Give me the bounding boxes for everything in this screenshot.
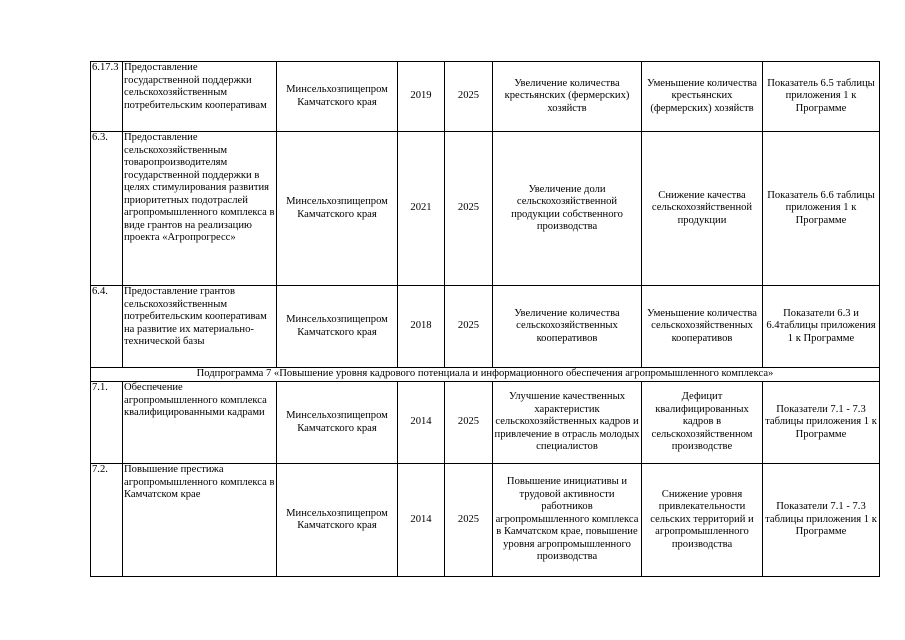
start-year: 2019: [398, 62, 445, 132]
table-row: [91, 132, 880, 286]
table-row: [91, 62, 880, 132]
start-year: 2014: [398, 382, 445, 464]
executor: Минсельхозпищепром Камчатского края: [277, 382, 398, 464]
table-row: [91, 286, 880, 368]
measure-name: Повышение престижа агропромышленного комплекса в Камчатском крае: [123, 464, 277, 577]
measure-number: 6.3.: [91, 132, 123, 286]
executor: Минсельхозпищепром Камчатского края: [277, 286, 398, 368]
subprogram-title: Подпрограмма 7 «Повышение уровня кадрового потенциала и информационного обеспечения агропромышленного комплекса»: [91, 368, 880, 382]
non-implementation-consequence: Снижение уровня привлекательности сельских территорий и агропромышленного производства: [642, 464, 763, 577]
table-row: [91, 464, 880, 577]
measure-number: 6.4.: [91, 286, 123, 368]
end-year: 2025: [445, 464, 493, 577]
executor: Минсельхозпищепром Камчатского края: [277, 464, 398, 577]
measure-number: 7.1.: [91, 382, 123, 464]
start-year: 2018: [398, 286, 445, 368]
table-row: [91, 382, 880, 464]
expected-result: Увеличение количества сельскохозяйственных кооперативов: [493, 286, 642, 368]
end-year: 2025: [445, 286, 493, 368]
related-indicator: Показатели 7.1 - 7.3 таблицы приложения 1 к Программе: [763, 464, 880, 577]
non-implementation-consequence: Уменьшение количества сельскохозяйственных кооперативов: [642, 286, 763, 368]
measure-name: Обеспечение агропромышленного комплекса квалифицированными кадрами: [123, 382, 277, 464]
end-year: 2025: [445, 62, 493, 132]
expected-result: Улучшение качественных характеристик сельскохозяйственных кадров и привлечение в отрасль молодых специалистов: [493, 382, 642, 464]
subprogram-header-row: [91, 368, 880, 382]
expected-result: Увеличение доли сельскохозяйственной продукции собственного производства: [493, 132, 642, 286]
measure-name: Предоставление грантов сельскохозяйственным потребительским кооперативам на развитие их материально-технической базы: [123, 286, 277, 368]
non-implementation-consequence: Снижение качества сельскохозяйственной продукции: [642, 132, 763, 286]
measure-number: 6.17.3: [91, 62, 123, 132]
end-year: 2025: [445, 382, 493, 464]
related-indicator: Показатель 6.5 таблицы приложения 1 к Программе: [763, 62, 880, 132]
executor: Минсельхозпищепром Камчатского края: [277, 132, 398, 286]
related-indicator: Показатели 7.1 - 7.3 таблицы приложения 1 к Программе: [763, 382, 880, 464]
measure-name: Предоставление сельскохозяйственным товаропроизводителям государственной поддержки в целях стимулирования развития приоритетных подотраслей агропромышленного комплекса в виде грантов на реализацию проекта «Агропрогресс»: [123, 132, 277, 286]
start-year: 2014: [398, 464, 445, 577]
non-implementation-consequence: Уменьшение количества крестьянских (фермерских) хозяйств: [642, 62, 763, 132]
related-indicator: Показатели 6.3 и 6.4таблицы приложения 1 к Программе: [763, 286, 880, 368]
executor: Минсельхозпищепром Камчатского края: [277, 62, 398, 132]
non-implementation-consequence: Дефицит квалифицированных кадров в сельскохозяйственном производстве: [642, 382, 763, 464]
expected-result: Повышение инициативы и трудовой активности работников агропромышленного комплекса в Камчатском крае, повышение уровня агропромышленного производства: [493, 464, 642, 577]
measure-name: Предоставление государственной поддержки сельскохозяйственным потребительским кооперативам: [123, 62, 277, 132]
measure-number: 7.2.: [91, 464, 123, 577]
expected-result: Увеличение количества крестьянских (фермерских) хозяйств: [493, 62, 642, 132]
end-year: 2025: [445, 132, 493, 286]
related-indicator: Показатель 6.6 таблицы приложения 1 к Программе: [763, 132, 880, 286]
program-measures-table: [90, 61, 880, 577]
start-year: 2021: [398, 132, 445, 286]
